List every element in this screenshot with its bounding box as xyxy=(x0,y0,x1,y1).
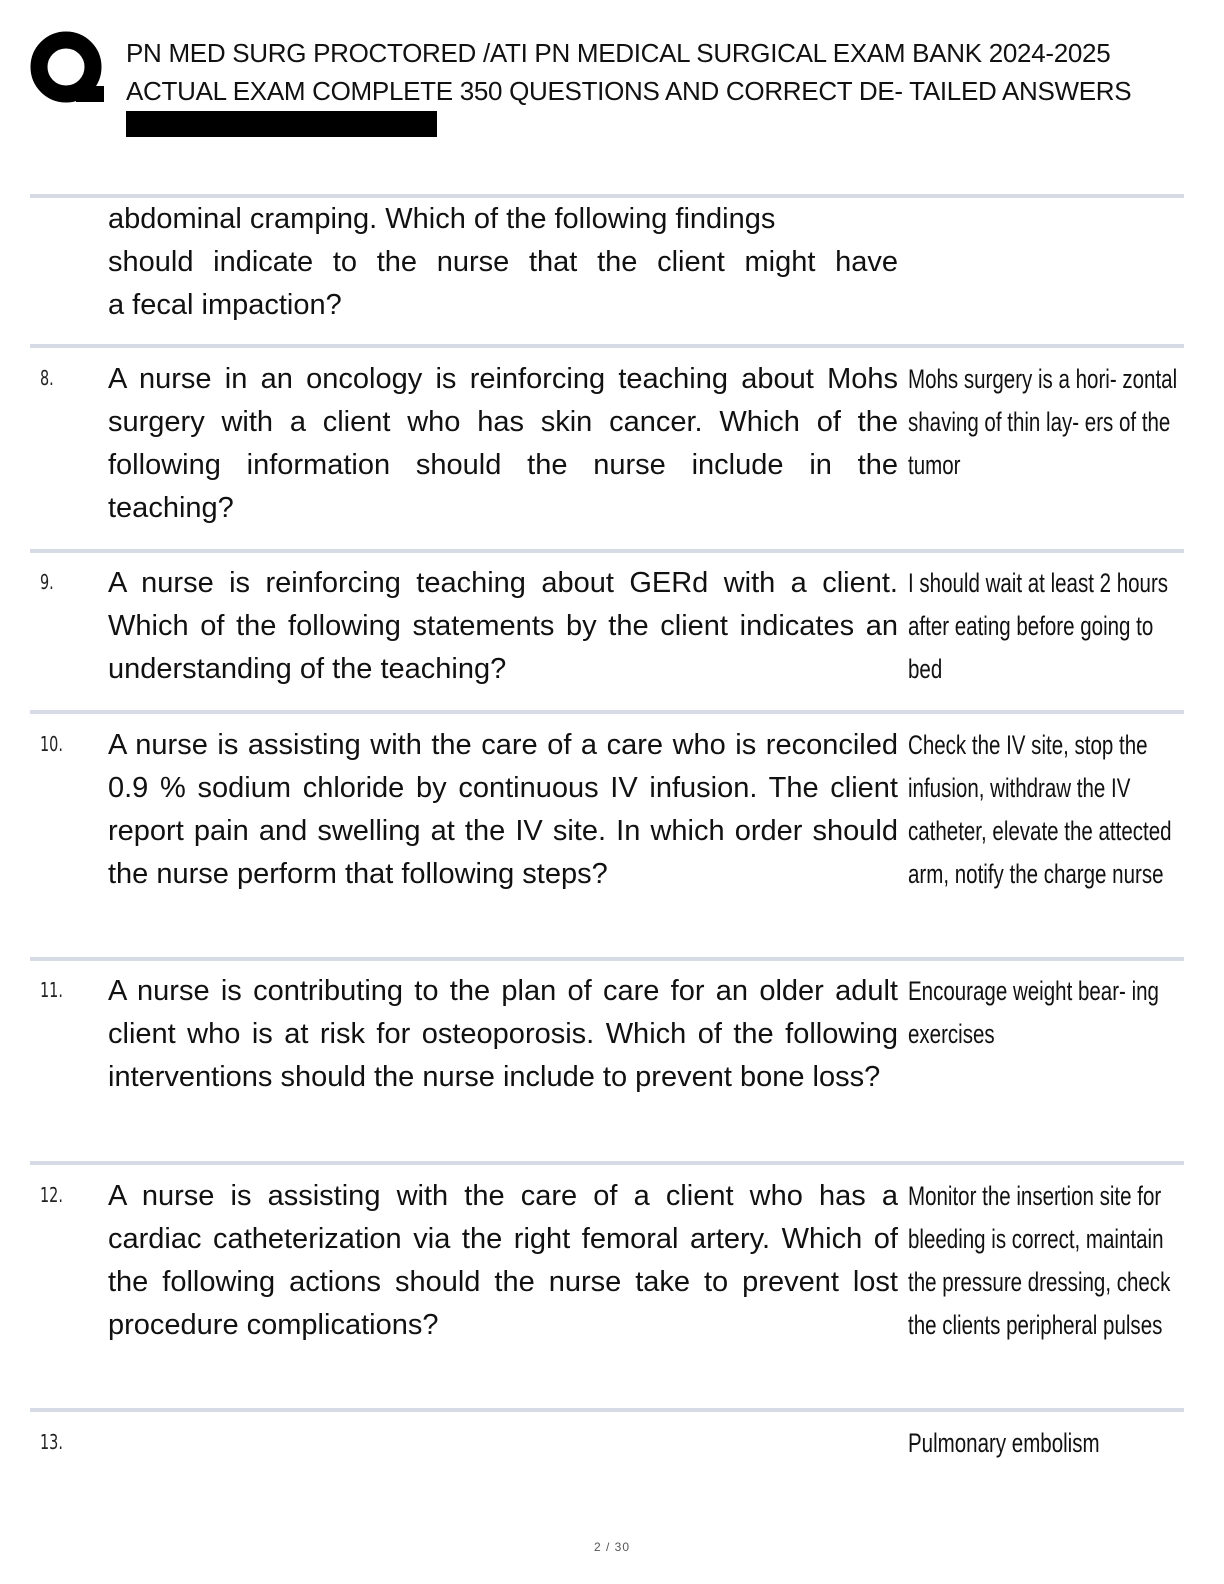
question-number: 10. xyxy=(40,732,63,756)
divider xyxy=(30,957,1184,961)
continued-question-line: a fecal impaction? xyxy=(108,289,342,321)
divider xyxy=(30,1408,1184,1412)
q-logo-icon xyxy=(30,30,106,106)
answer-text: Pulmonary embolism xyxy=(908,1428,1100,1458)
divider xyxy=(30,344,1184,348)
divider xyxy=(30,710,1184,714)
answer-text: Encourage weight bear- ing exercises xyxy=(908,976,1159,1049)
question-text: A nurse is reinforcing teaching about GERd with a client. Which of the following statements by the client indicates an understanding of the teaching? xyxy=(108,567,898,685)
divider xyxy=(30,549,1184,553)
answer-text: Mohs surgery is a hori- zontal shaving of thin lay- ers of the tumor xyxy=(908,364,1178,480)
question-number: 13. xyxy=(40,1430,63,1454)
redaction-bar xyxy=(126,111,437,137)
continued-question-line: should indicate to the nurse that the client might have xyxy=(108,246,898,278)
question-text: A nurse is assisting with the care of a client who has a cardiac catheterization via the right femoral artery. Which of the following actions should the nurse take to prevent lost procedure complications? xyxy=(108,1180,898,1341)
continued-question-text xyxy=(108,198,898,327)
divider xyxy=(30,1161,1184,1165)
question-number: 12. xyxy=(40,1183,63,1207)
document-title-line-1: PN MED SURG PROCTORED /ATI PN MEDICAL SURGICAL EXAM BANK 2024-2025 xyxy=(126,38,1111,68)
answer-text: Check the IV site, stop the infusion, withdraw the IV catheter, elevate the attected arm, notify the charge nurse xyxy=(908,730,1172,889)
question-number: 8. xyxy=(40,366,54,390)
page-indicator: 2 / 30 xyxy=(593,1540,631,1554)
question-number: 11. xyxy=(40,978,63,1002)
continued-question-line: abdominal cramping. Which of the following findings xyxy=(108,203,776,235)
question-number: 9. xyxy=(40,570,54,594)
answer-text: Monitor the insertion site for bleeding is correct, maintain the pressure dressing, check the clients peripheral pulses xyxy=(908,1181,1171,1340)
document-title xyxy=(126,34,1206,110)
question-text: A nurse in an oncology is reinforcing teaching about Mohs surgery with a client who has skin cancer. Which of the following information should the nurse include in the teaching? xyxy=(108,363,898,524)
answer-text: I should wait at least 2 hours after eating before going to bed xyxy=(908,568,1169,684)
question-text: A nurse is contributing to the plan of care for an older adult client who is at risk for osteoporosis. Which of the following interventions should the nurse include to prevent bone loss? xyxy=(108,975,898,1093)
document-title-line-2: ACTUAL EXAM COMPLETE 350 QUESTIONS AND CORRECT DE- TAILED ANSWERS xyxy=(126,76,1132,106)
question-text: A nurse is assisting with the care of a care who is reconciled 0.9 % sodium chloride by continuous IV infusion. The client report pain and swelling at the IV site. In which order should the nurse perform that following steps? xyxy=(108,729,898,890)
